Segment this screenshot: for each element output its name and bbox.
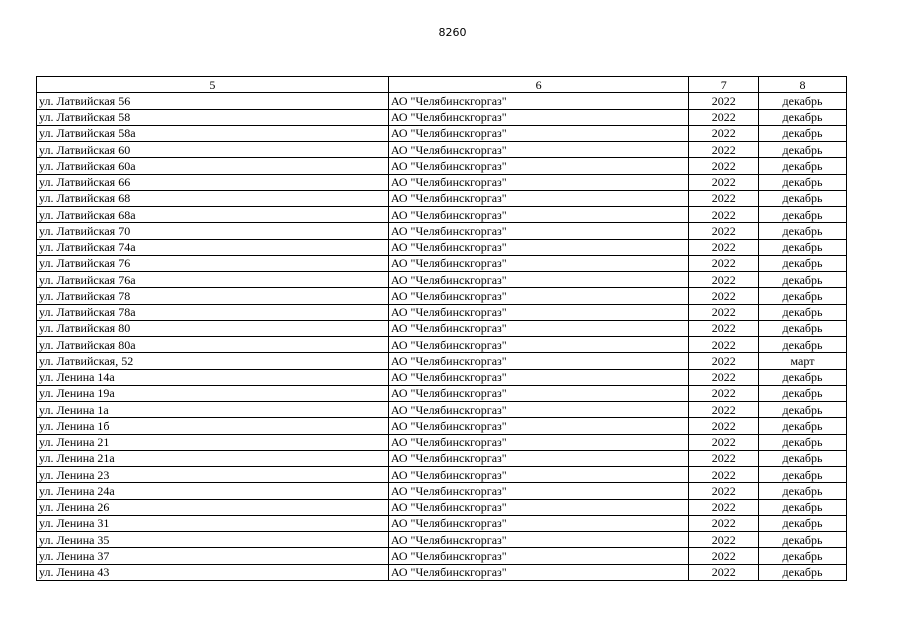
organization-cell: АО "Челябинскгоргаз" <box>388 353 689 369</box>
address-cell: ул. Латвийская 80 <box>37 320 389 336</box>
month-cell: декабрь <box>759 255 847 271</box>
organization-cell: АО "Челябинскгоргаз" <box>388 272 689 288</box>
month-cell: декабрь <box>759 515 847 531</box>
organization-cell: АО "Челябинскгоргаз" <box>388 532 689 548</box>
address-cell: ул. Латвийская 60а <box>37 158 389 174</box>
column-header-7: 7 <box>689 77 759 93</box>
year-cell: 2022 <box>689 402 759 418</box>
month-cell: декабрь <box>759 158 847 174</box>
month-cell: декабрь <box>759 450 847 466</box>
year-cell: 2022 <box>689 450 759 466</box>
organization-cell: АО "Челябинскгоргаз" <box>388 174 689 190</box>
address-cell: ул. Ленина 1б <box>37 418 389 434</box>
year-cell: 2022 <box>689 288 759 304</box>
table-row <box>37 142 847 158</box>
year-cell: 2022 <box>689 272 759 288</box>
organization-cell: АО "Челябинскгоргаз" <box>388 402 689 418</box>
address-cell: ул. Ленина 19а <box>37 385 389 401</box>
year-cell: 2022 <box>689 369 759 385</box>
organization-cell: АО "Челябинскгоргаз" <box>388 434 689 450</box>
address-cell: ул. Латвийская 80а <box>37 337 389 353</box>
address-cell: ул. Латвийская 68 <box>37 190 389 206</box>
month-cell: декабрь <box>759 304 847 320</box>
table-row <box>37 255 847 271</box>
address-cell: ул. Латвийская 76а <box>37 272 389 288</box>
month-cell: декабрь <box>759 467 847 483</box>
month-cell: декабрь <box>759 402 847 418</box>
table-row <box>37 483 847 499</box>
address-cell: ул. Ленина 23 <box>37 467 389 483</box>
table-row <box>37 190 847 206</box>
column-header-8: 8 <box>759 77 847 93</box>
month-cell: март <box>759 353 847 369</box>
year-cell: 2022 <box>689 418 759 434</box>
year-cell: 2022 <box>689 125 759 141</box>
table-row <box>37 418 847 434</box>
year-cell: 2022 <box>689 207 759 223</box>
header-row <box>37 77 847 93</box>
month-cell: декабрь <box>759 223 847 239</box>
organization-cell: АО "Челябинскгоргаз" <box>388 499 689 515</box>
year-cell: 2022 <box>689 532 759 548</box>
address-cell: ул. Ленина 21 <box>37 434 389 450</box>
organization-cell: АО "Челябинскгоргаз" <box>388 239 689 255</box>
address-cell: ул. Ленина 1а <box>37 402 389 418</box>
year-cell: 2022 <box>689 304 759 320</box>
address-cell: ул. Латвийская 74а <box>37 239 389 255</box>
year-cell: 2022 <box>689 385 759 401</box>
organization-cell: АО "Челябинскгоргаз" <box>388 142 689 158</box>
year-cell: 2022 <box>689 337 759 353</box>
organization-cell: АО "Челябинскгоргаз" <box>388 125 689 141</box>
year-cell: 2022 <box>689 190 759 206</box>
table-row <box>37 450 847 466</box>
table-row <box>37 288 847 304</box>
organization-cell: АО "Челябинскгоргаз" <box>388 207 689 223</box>
table-row <box>37 174 847 190</box>
year-cell: 2022 <box>689 483 759 499</box>
schedule-table <box>36 76 847 581</box>
table-row <box>37 385 847 401</box>
address-cell: ул. Ленина 37 <box>37 548 389 564</box>
address-cell: ул. Латвийская 58 <box>37 109 389 125</box>
table-row <box>37 369 847 385</box>
month-cell: декабрь <box>759 190 847 206</box>
table-row <box>37 239 847 255</box>
year-cell: 2022 <box>689 239 759 255</box>
address-cell: ул. Ленина 35 <box>37 532 389 548</box>
table-row <box>37 499 847 515</box>
address-cell: ул. Латвийская 58а <box>37 125 389 141</box>
month-cell: декабрь <box>759 483 847 499</box>
organization-cell: АО "Челябинскгоргаз" <box>388 483 689 499</box>
table-row <box>37 93 847 109</box>
year-cell: 2022 <box>689 434 759 450</box>
table-row <box>37 320 847 336</box>
organization-cell: АО "Челябинскгоргаз" <box>388 450 689 466</box>
month-cell: декабрь <box>759 499 847 515</box>
table-row <box>37 272 847 288</box>
month-cell: декабрь <box>759 418 847 434</box>
organization-cell: АО "Челябинскгоргаз" <box>388 337 689 353</box>
organization-cell: АО "Челябинскгоргаз" <box>388 223 689 239</box>
address-cell: ул. Латвийская 78 <box>37 288 389 304</box>
organization-cell: АО "Челябинскгоргаз" <box>388 93 689 109</box>
table-row <box>37 304 847 320</box>
month-cell: декабрь <box>759 564 847 580</box>
month-cell: декабрь <box>759 532 847 548</box>
column-header-5: 5 <box>37 77 389 93</box>
year-cell: 2022 <box>689 353 759 369</box>
month-cell: декабрь <box>759 125 847 141</box>
address-cell: ул. Латвийская 76 <box>37 255 389 271</box>
address-cell: ул. Ленина 31 <box>37 515 389 531</box>
address-cell: ул. Латвийская 68а <box>37 207 389 223</box>
organization-cell: АО "Челябинскгоргаз" <box>388 255 689 271</box>
year-cell: 2022 <box>689 142 759 158</box>
month-cell: декабрь <box>759 207 847 223</box>
organization-cell: АО "Челябинскгоргаз" <box>388 304 689 320</box>
year-cell: 2022 <box>689 467 759 483</box>
table-row <box>37 109 847 125</box>
address-cell: ул. Ленина 14а <box>37 369 389 385</box>
year-cell: 2022 <box>689 320 759 336</box>
table-row <box>37 125 847 141</box>
year-cell: 2022 <box>689 223 759 239</box>
month-cell: декабрь <box>759 369 847 385</box>
column-header-6: 6 <box>388 77 689 93</box>
organization-cell: АО "Челябинскгоргаз" <box>388 288 689 304</box>
table-row <box>37 207 847 223</box>
month-cell: декабрь <box>759 272 847 288</box>
year-cell: 2022 <box>689 93 759 109</box>
year-cell: 2022 <box>689 564 759 580</box>
organization-cell: АО "Челябинскгоргаз" <box>388 515 689 531</box>
table-body <box>37 93 847 581</box>
table-row <box>37 434 847 450</box>
year-cell: 2022 <box>689 174 759 190</box>
address-cell: ул. Ленина 21а <box>37 450 389 466</box>
organization-cell: АО "Челябинскгоргаз" <box>388 418 689 434</box>
address-cell: ул. Латвийская 60 <box>37 142 389 158</box>
organization-cell: АО "Челябинскгоргаз" <box>388 158 689 174</box>
month-cell: декабрь <box>759 288 847 304</box>
organization-cell: АО "Челябинскгоргаз" <box>388 320 689 336</box>
year-cell: 2022 <box>689 499 759 515</box>
month-cell: декабрь <box>759 109 847 125</box>
address-cell: ул. Латвийская 66 <box>37 174 389 190</box>
month-cell: декабрь <box>759 142 847 158</box>
month-cell: декабрь <box>759 93 847 109</box>
organization-cell: АО "Челябинскгоргаз" <box>388 109 689 125</box>
table-row <box>37 402 847 418</box>
address-cell: ул. Латвийская 56 <box>37 93 389 109</box>
month-cell: декабрь <box>759 337 847 353</box>
table-row <box>37 158 847 174</box>
month-cell: декабрь <box>759 385 847 401</box>
month-cell: декабрь <box>759 434 847 450</box>
month-cell: декабрь <box>759 239 847 255</box>
table-row <box>37 515 847 531</box>
address-cell: ул. Ленина 24а <box>37 483 389 499</box>
organization-cell: АО "Челябинскгоргаз" <box>388 190 689 206</box>
address-cell: ул. Латвийская, 52 <box>37 353 389 369</box>
address-cell: ул. Ленина 43 <box>37 564 389 580</box>
year-cell: 2022 <box>689 255 759 271</box>
table-row <box>37 532 847 548</box>
organization-cell: АО "Челябинскгоргаз" <box>388 369 689 385</box>
month-cell: декабрь <box>759 174 847 190</box>
table-row <box>37 548 847 564</box>
organization-cell: АО "Челябинскгоргаз" <box>388 385 689 401</box>
address-cell: ул. Латвийская 70 <box>37 223 389 239</box>
year-cell: 2022 <box>689 158 759 174</box>
table-row <box>37 564 847 580</box>
organization-cell: АО "Челябинскгоргаз" <box>388 548 689 564</box>
table-row <box>37 353 847 369</box>
table-row <box>37 337 847 353</box>
address-cell: ул. Латвийская 78а <box>37 304 389 320</box>
table-row <box>37 223 847 239</box>
year-cell: 2022 <box>689 548 759 564</box>
month-cell: декабрь <box>759 548 847 564</box>
organization-cell: АО "Челябинскгоргаз" <box>388 564 689 580</box>
year-cell: 2022 <box>689 109 759 125</box>
month-cell: декабрь <box>759 320 847 336</box>
table-row <box>37 467 847 483</box>
address-cell: ул. Ленина 26 <box>37 499 389 515</box>
organization-cell: АО "Челябинскгоргаз" <box>388 467 689 483</box>
year-cell: 2022 <box>689 515 759 531</box>
page-number: 8260 <box>438 26 467 39</box>
